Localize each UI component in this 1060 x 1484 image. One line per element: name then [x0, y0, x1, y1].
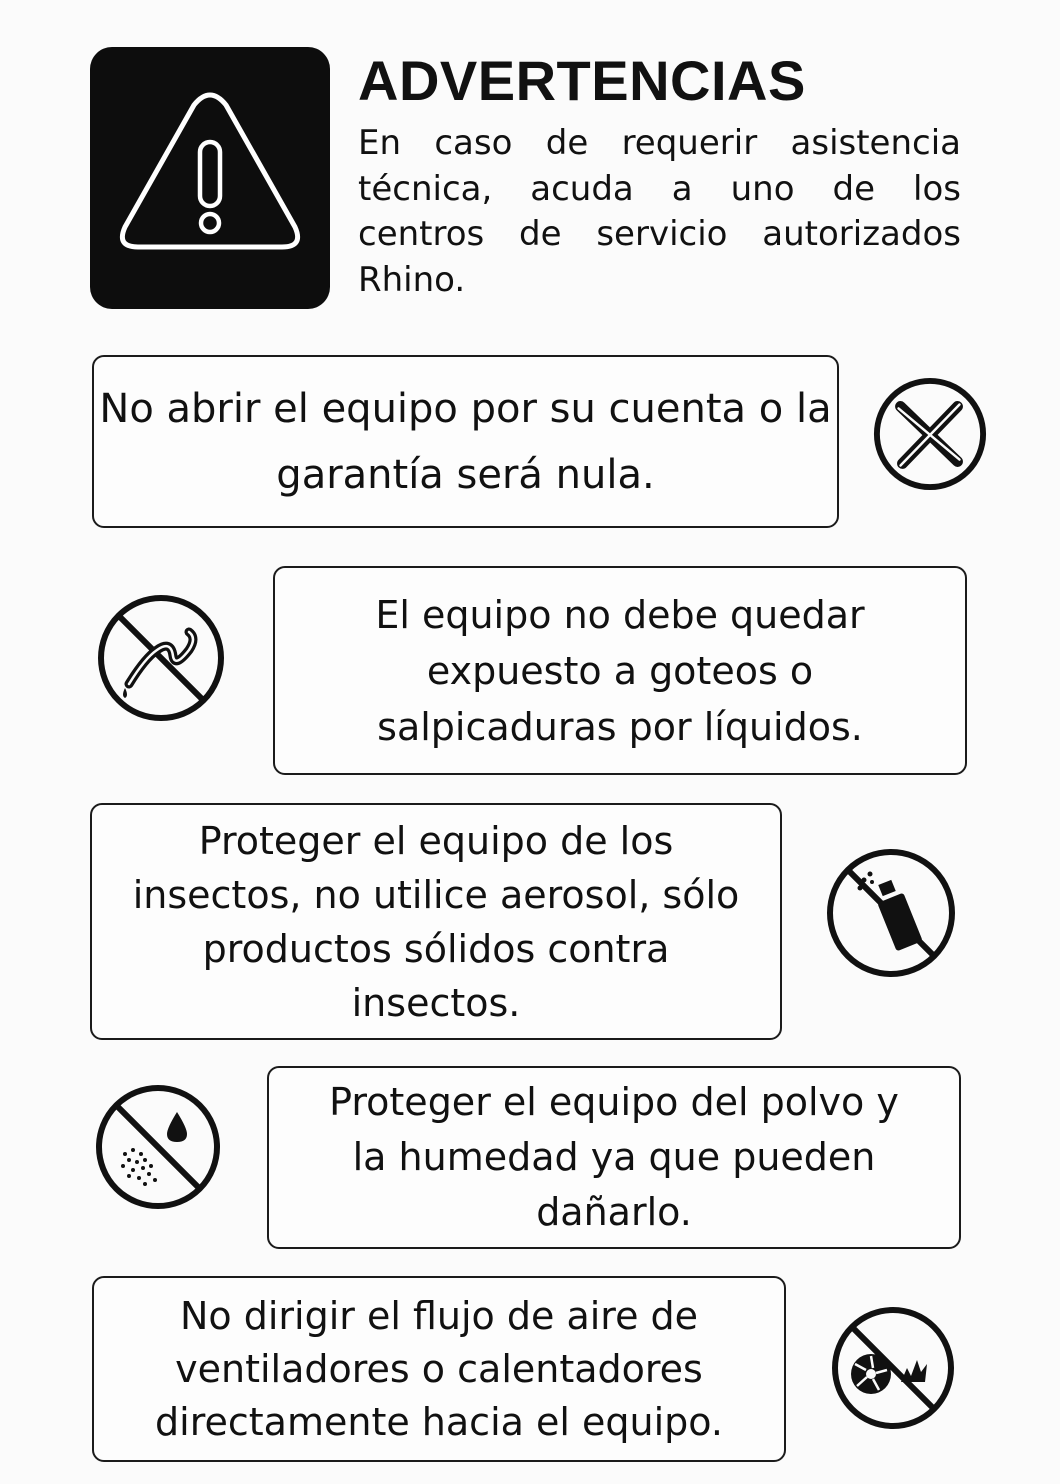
warning-box-open-device	[92, 355, 839, 528]
no-dust-humidity-icon	[93, 1082, 223, 1212]
warning-box-liquids	[273, 566, 967, 775]
no-fan-heater-icon	[829, 1304, 957, 1432]
warning-text: Proteger el equipo del polvo y la humedad ya que pueden dañarlo.	[329, 1080, 899, 1234]
warning-text: Proteger el equipo de los insectos, no utilice aerosol, sólo productos sólidos contra insectos.	[132, 818, 740, 1025]
warning-box-insects	[90, 803, 782, 1040]
no-liquids-icon	[95, 592, 227, 724]
warning-text: El equipo no debe quedar expuesto a goteos o salpicaduras por líquidos.	[375, 592, 865, 749]
prohibited-x-icon	[871, 375, 989, 493]
warning-box-airflow	[92, 1276, 786, 1462]
no-aerosol-icon	[824, 846, 958, 980]
warning-triangle-icon	[90, 47, 330, 309]
page-title: ADVERTENCIAS	[358, 49, 806, 112]
intro-text: En caso de requerir asistencia técnica, acuda a uno de los centros de servicio autorizados Rhino.	[358, 123, 961, 300]
warning-text: No abrir el equipo por su cuenta o la garantía será nula.	[99, 385, 832, 498]
warning-text: No dirigir el flujo de aire de ventiladores o calentadores directamente hacia el equipo.	[155, 1293, 723, 1444]
warning-box-dust	[267, 1066, 961, 1249]
